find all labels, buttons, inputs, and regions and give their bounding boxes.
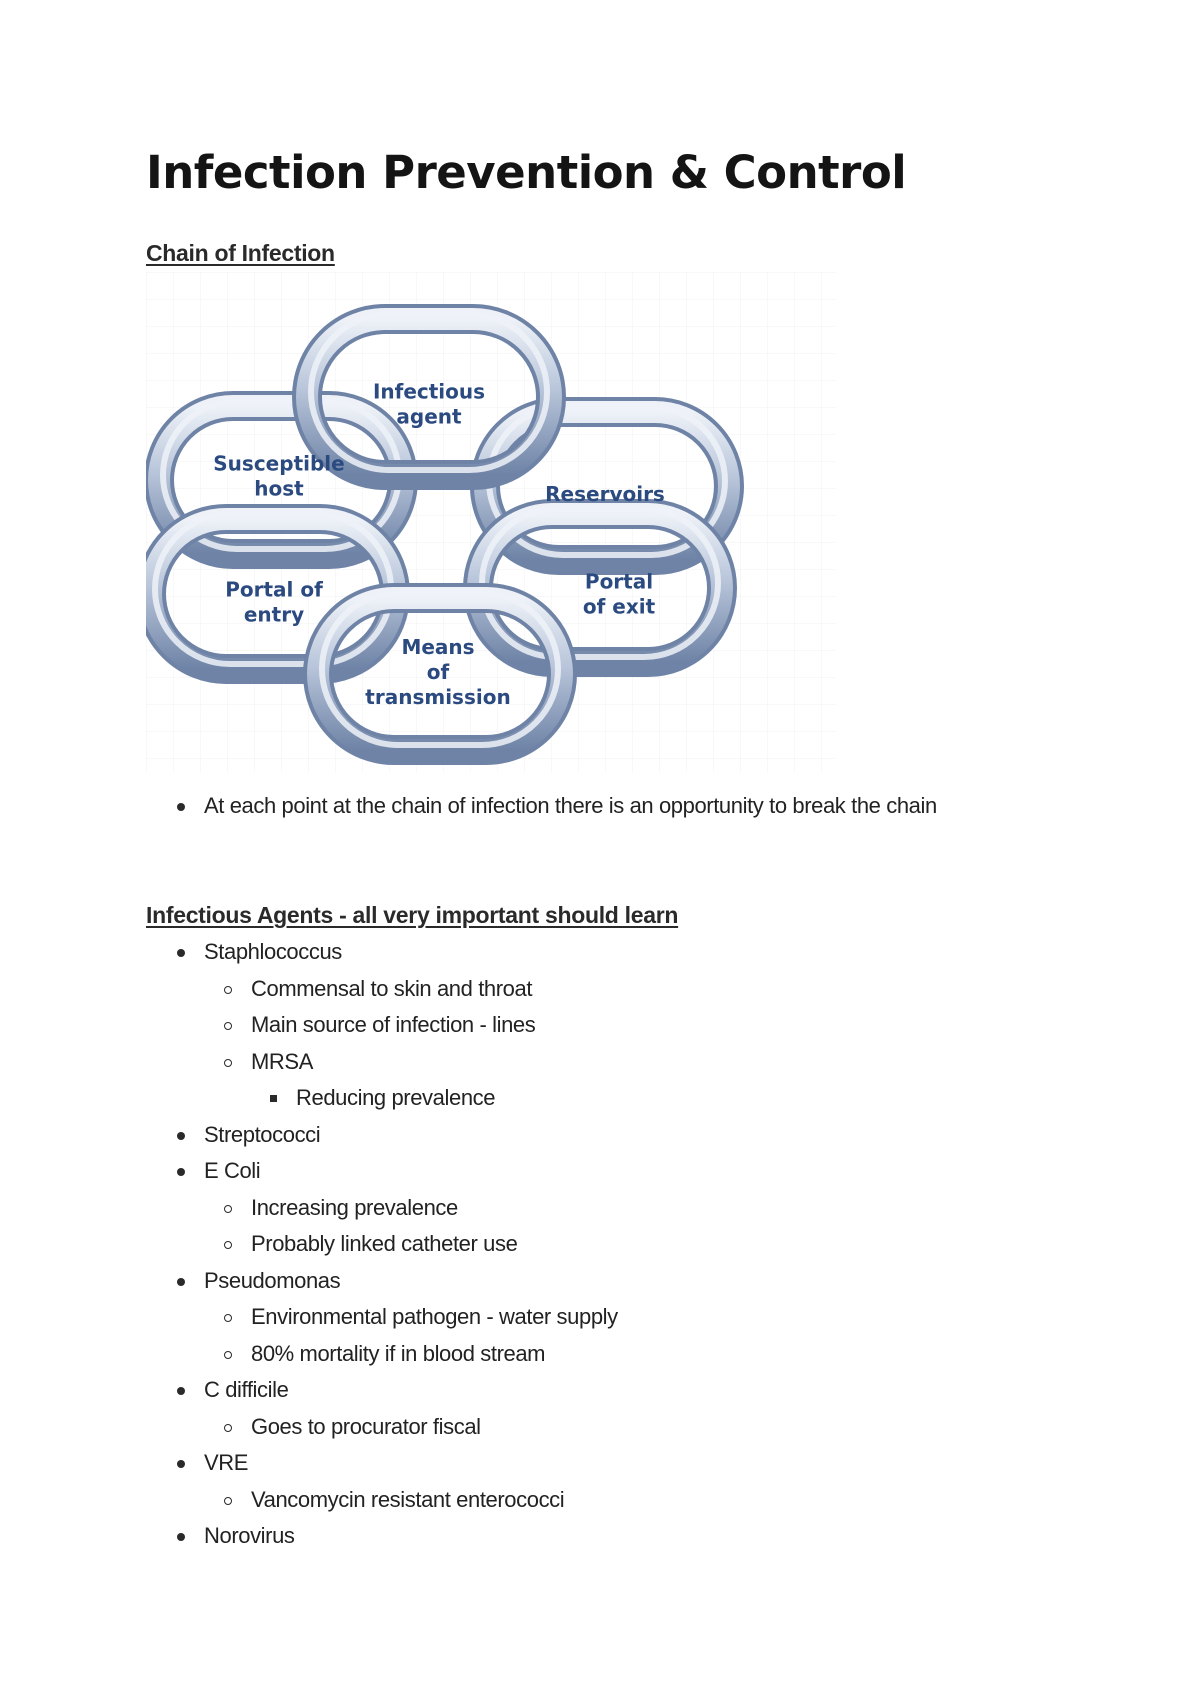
page-title: Infection Prevention & Control bbox=[146, 146, 907, 199]
chain-link-label: Means bbox=[401, 635, 475, 659]
chain-link-label: of exit bbox=[582, 594, 656, 619]
chain-link-label: Susceptible bbox=[213, 451, 345, 476]
sub-list-item: Environmental pathogen - water supply bbox=[146, 1299, 1046, 1336]
chain-links-diagram bbox=[146, 272, 836, 772]
chain-link-label: agent bbox=[396, 404, 462, 429]
sub-list-item: Commensal to skin and throat bbox=[146, 971, 1046, 1008]
list-item: Pseudomonas bbox=[146, 1263, 1046, 1300]
chain-link-label: Portal bbox=[584, 569, 654, 594]
sub-sub-list-item: Reducing prevalence bbox=[146, 1080, 1046, 1117]
sub-list-item: Main source of infection - lines bbox=[146, 1007, 1046, 1044]
chain-of-infection-figure bbox=[146, 272, 836, 772]
infectious-agents-list bbox=[146, 934, 1046, 1555]
sub-list-item: MRSA bbox=[146, 1044, 1046, 1081]
chain-link-label: transmission bbox=[365, 685, 511, 709]
section-heading-chain-of-infection: Chain of Infection bbox=[146, 240, 335, 266]
list-item: VRE bbox=[146, 1445, 1046, 1482]
chain-link-label: host bbox=[254, 476, 304, 501]
list-item: Staphlococcus bbox=[146, 934, 1046, 971]
list-item: C difficile bbox=[146, 1372, 1046, 1409]
sub-list-item: 80% mortality if in blood stream bbox=[146, 1336, 1046, 1373]
chain-link-label: of bbox=[426, 660, 450, 684]
sub-list-item: Increasing prevalence bbox=[146, 1190, 1046, 1227]
list-item: Norovirus bbox=[146, 1518, 1046, 1555]
chain-link-label: Reservoirs bbox=[545, 482, 665, 506]
sub-list-item: Vancomycin resistant enterococci bbox=[146, 1482, 1046, 1519]
chain-bullet-list bbox=[146, 788, 1046, 824]
chain-link-label: Infectious bbox=[372, 379, 486, 404]
chain-link-label: Portal of bbox=[225, 577, 323, 602]
list-item: Streptococci bbox=[146, 1117, 1046, 1154]
chain-link-label: entry bbox=[243, 602, 305, 627]
sub-list-item: Goes to procurator fiscal bbox=[146, 1409, 1046, 1446]
section-heading-infectious-agents: Infectious Agents - all very important should learn bbox=[146, 902, 679, 928]
list-item: At each point at the chain of infection there is an opportunity to break the chain bbox=[146, 788, 1046, 824]
sub-list-item: Probably linked catheter use bbox=[146, 1226, 1046, 1263]
list-item: E Coli bbox=[146, 1153, 1046, 1190]
